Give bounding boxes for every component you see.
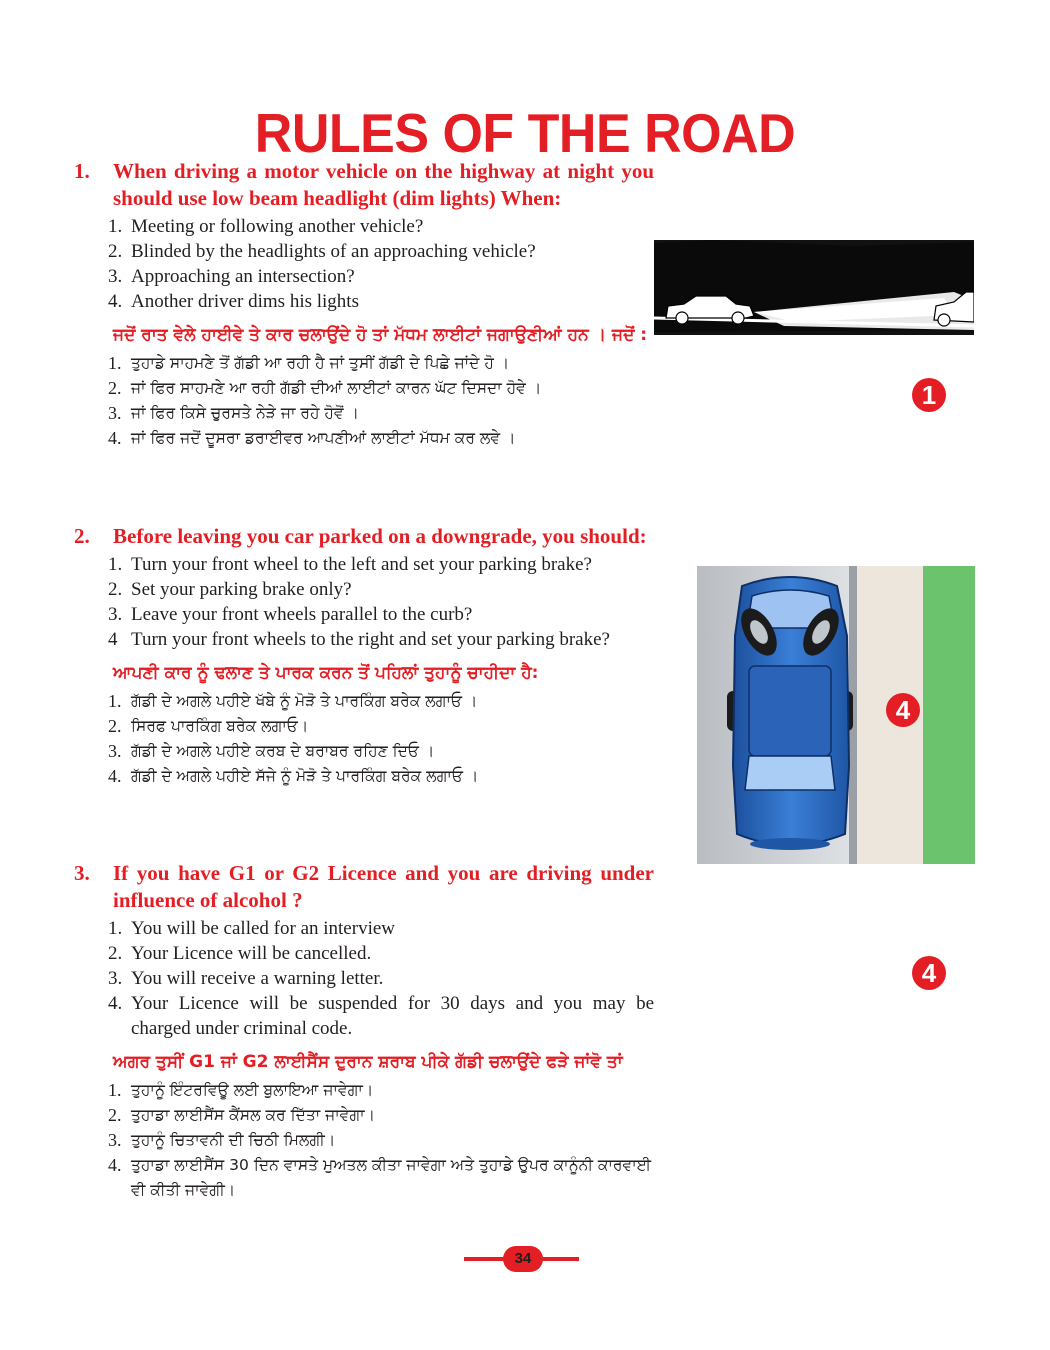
punjabi-option-item: 1. ਗੱਡੀ ਦੇ ਅਗਲੇ ਪਹੀਏ ਖੱਬੇ ਨੂੰ ਮੋੜੋ ਤੇ ਪਾਰਕਿੰਗ ਬਰੇਕ ਲਗਾਓ । bbox=[108, 691, 478, 711]
question-text: If you have G1 or G2 Licence and you are driving under influence of alcohol ? bbox=[113, 861, 654, 912]
punjabi-heading: ਆਪਣੀ ਕਾਰ ਨੂੰ ਢਲਾਣ ਤੇ ਪਾਰਕ ਕਰਨ ਤੋਂ ਪਹਿਲਾਂ ਤੁਹਾਨੂੰ ਚਾਹੀਦਾ ਹੈ: bbox=[113, 663, 539, 683]
option-item: 2. Set your parking brake only? bbox=[108, 579, 352, 600]
option-list bbox=[74, 916, 654, 1041]
punjabi-option-list bbox=[74, 689, 654, 789]
option-item: 3. Leave your front wheels parallel to the curb? bbox=[108, 604, 473, 625]
page-number-bar-right bbox=[542, 1257, 579, 1261]
punjabi-heading: ਜਦੋਂ ਰਾਤ ਵੇਲੇ ਹਾਈਵੇ ਤੇ ਕਾਰ ਚਲਾਉਂਦੇ ਹੋ ਤਾਂ ਮੱਧਮ ਲਾਈਟਾਂ ਜਗਾਉਣੀਆਂ ਹਨ । ਜਦੋਂ : bbox=[113, 325, 648, 345]
option-item: 4. Another driver dims his lights bbox=[108, 291, 359, 312]
page-number: 34 bbox=[503, 1246, 543, 1272]
punjabi-option-item: 3. ਜਾਂ ਫਿਰ ਕਿਸੇ ਚੁਰਸਤੇ ਨੇੜੇ ਜਾ ਰਹੇ ਹੋਵੋਂ । bbox=[108, 403, 359, 423]
option-item: 1. Meeting or following another vehicle? bbox=[108, 216, 424, 237]
question-number: 2. bbox=[74, 524, 90, 548]
option-item: 1. Turn your front wheel to the left and set your parking brake? bbox=[108, 554, 592, 575]
punjabi-heading: ਅਗਰ ਤੁਸੀਂ G1 ਜਾਂ G2 ਲਾਈਸੈਂਸ ਦੁਰਾਨ ਸ਼ਰਾਬ ਪੀਕੇ ਗੱਡੀ ਚਲਾਉਂਦੇ ਫੜੇ ਜਾਂਵੋ ਤਾਂ bbox=[113, 1052, 623, 1072]
option-item: 2. Blinded by the headlights of an approaching vehicle? bbox=[108, 241, 536, 262]
option-item: 2. Your Licence will be cancelled. bbox=[108, 943, 372, 964]
option-list bbox=[74, 552, 654, 652]
option-list bbox=[74, 214, 654, 314]
night-driving-illustration bbox=[654, 240, 974, 335]
punjabi-option-list bbox=[74, 1078, 654, 1203]
punjabi-option-item: 2. ਤੁਹਾਡਾ ਲਾਈਸੈਂਸ ਕੈਂਸਲ ਕਰ ਦਿੱਤਾ ਜਾਵੇਗਾ। bbox=[108, 1105, 376, 1125]
punjabi-option-item: 4. ਗੱਡੀ ਦੇ ਅਗਲੇ ਪਹੀਏ ਸੱਜੇ ਨੂੰ ਮੋੜੋ ਤੇ ਪਾਰਕਿੰਗ ਬਰੇਕ ਲਗਾਓ । bbox=[108, 766, 479, 786]
option-item: 4 Turn your front wheels to the right and set your parking brake? bbox=[108, 629, 610, 650]
punjabi-option-item: 4. ਜਾਂ ਫਿਰ ਜਦੋਂ ਦੂਸਰਾ ਡਰਾਈਵਰ ਆਪਣੀਆਂ ਲਾਈਟਾਂ ਮੱਧਮ ਕਰ ਲਵੇ । bbox=[108, 428, 516, 448]
car-top-view bbox=[727, 577, 853, 850]
question-1 bbox=[74, 158, 654, 451]
option-item: 3. You will receive a warning letter. bbox=[108, 968, 384, 989]
option-item: 4. Your Licence will be suspended for 30 days and you may be charged under criminal code. bbox=[108, 993, 654, 1039]
answer-badge-2: 4 bbox=[886, 693, 920, 727]
punjabi-option-item: 3. ਗੱਡੀ ਦੇ ਅਗਲੇ ਪਹੀਏ ਕਰਬ ਦੇ ਬਰਾਬਰ ਰਹਿਣ ਦਿਓ । bbox=[108, 741, 435, 761]
page-title: RULES OF THE ROAD bbox=[254, 103, 796, 165]
question-number: 1. bbox=[74, 159, 90, 183]
punjabi-option-item: 1. ਤੁਹਾਡੇ ਸਾਹਮਣੇ ਤੋਂ ਗੱਡੀ ਆ ਰਹੀ ਹੈ ਜਾਂ ਤੁਸੀਂ ਗੱਡੀ ਦੇ ਪਿਛੇ ਜਾਂਦੇ ਹੋ । bbox=[108, 353, 510, 373]
punjabi-option-item: 1. ਤੁਹਾਨੂੰ ਇੰਟਰਵਿਊ ਲਈ ਬੁਲਾਇਆ ਜਾਵੇਗਾ। bbox=[108, 1080, 374, 1100]
question-number: 3. bbox=[74, 861, 90, 885]
page-number-bar-left bbox=[464, 1257, 504, 1261]
question-text: Before leaving you car parked on a downgrade, you should: bbox=[113, 524, 647, 548]
answer-badge-3: 4 bbox=[912, 956, 946, 990]
punjabi-option-list bbox=[74, 351, 654, 451]
question-3 bbox=[74, 860, 654, 1203]
parked-car-illustration bbox=[697, 566, 975, 864]
question-text: When driving a motor vehicle on the highway at night you should use low beam headlight (dim lights) When: bbox=[113, 159, 654, 210]
punjabi-option-item: 3. ਤੁਹਾਨੂੰ ਚਿਤਾਵਨੀ ਦੀ ਚਿਠੀ ਮਿਲਗੀ। bbox=[108, 1130, 336, 1150]
question-2 bbox=[74, 523, 654, 789]
option-item: 3. Approaching an intersection? bbox=[108, 266, 355, 287]
punjabi-option-item: 2. ਸਿਰਫ ਪਾਰਕਿੰਗ ਬਰੇਕ ਲਗਾਓ। bbox=[108, 716, 309, 736]
punjabi-option-item: 4. ਤੁਹਾਡਾ ਲਾਈਸੈਂਸ 30 ਦਿਨ ਵਾਸਤੇ ਮੁਅਤਲ ਕੀਤਾ ਜਾਵੇਗਾ ਅਤੇ ਤੁਹਾਡੇ ਉਪਰ ਕਾਨੂੰਨੀ ਕਾਰਵਾਈ ਵੀ ਕੀਤੀ ਜਾਵੇਗੀ। bbox=[108, 1155, 652, 1199]
option-item: 1. You will be called for an interview bbox=[108, 918, 396, 939]
answer-badge-1: 1 bbox=[912, 378, 946, 412]
punjabi-option-item: 2. ਜਾਂ ਫਿਰ ਸਾਹਮਣੇ ਆ ਰਹੀ ਗੱਡੀ ਦੀਆਂ ਲਾਈਟਾਂ ਕਾਰਨ ਘੱਟ ਦਿਸਦਾ ਹੋਵੇ । bbox=[108, 378, 542, 398]
